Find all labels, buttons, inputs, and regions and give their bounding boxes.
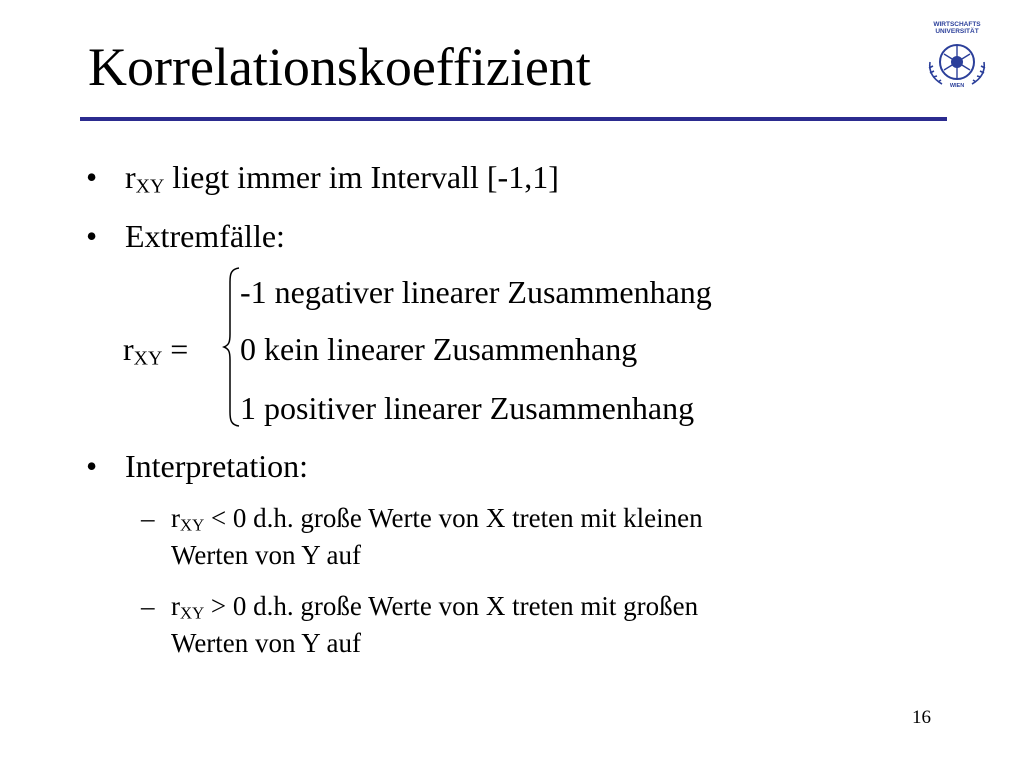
bullet-marker: • xyxy=(86,218,98,254)
interpretation-positive xyxy=(171,590,698,623)
interpretation-positive-cont: Werten von Y auf xyxy=(171,628,362,658)
logo-text-line3: WIEN xyxy=(949,83,965,89)
bullet-interpretation: Interpretation: xyxy=(125,448,309,484)
slide-title: Korrelationskoeffizient xyxy=(88,37,591,97)
var-subscript: XY xyxy=(180,515,205,535)
sub-bullet-marker: – xyxy=(141,503,155,533)
page-number: 16 xyxy=(912,707,931,728)
var-subscript: XY xyxy=(135,175,165,198)
curly-brace-icon xyxy=(222,266,242,428)
var-r: r xyxy=(171,503,180,533)
bullet-marker: • xyxy=(86,159,98,195)
logo-text-line2: UNIVERSITÄT xyxy=(935,28,979,35)
case-negative: -1 negativer linearer Zusammenhang xyxy=(240,274,712,310)
case-zero: 0 kein linearer Zusammenhang xyxy=(240,331,638,367)
var-subscript: XY xyxy=(133,347,163,370)
var-r: r xyxy=(123,331,134,367)
interpretation-negative-text: < 0 d.h. große Werte von X treten mit kleinen xyxy=(204,503,703,533)
var-subscript: XY xyxy=(180,603,205,623)
title-divider xyxy=(80,117,947,121)
equals-sign: = xyxy=(162,331,189,367)
interpretation-negative xyxy=(171,502,703,535)
bullet-interval xyxy=(125,157,559,197)
interpretation-negative-cont: Werten von Y auf xyxy=(171,540,362,570)
sub-bullet-marker: – xyxy=(141,591,155,621)
bullet-interval-text: liegt immer im Intervall [-1,1] xyxy=(164,159,559,195)
equation-lhs xyxy=(123,329,188,369)
var-r: r xyxy=(171,591,180,621)
case-positive: 1 positiver linearer Zusammenhang xyxy=(240,390,695,426)
var-r: r xyxy=(125,159,136,195)
bullet-extremes: Extremfälle: xyxy=(125,218,285,254)
interpretation-positive-text: > 0 d.h. große Werte von X treten mit großen xyxy=(204,591,699,621)
bullet-marker: • xyxy=(86,448,98,484)
logo-text-line1: WIRTSCHAFTS xyxy=(933,21,981,28)
university-logo-icon xyxy=(922,20,992,90)
